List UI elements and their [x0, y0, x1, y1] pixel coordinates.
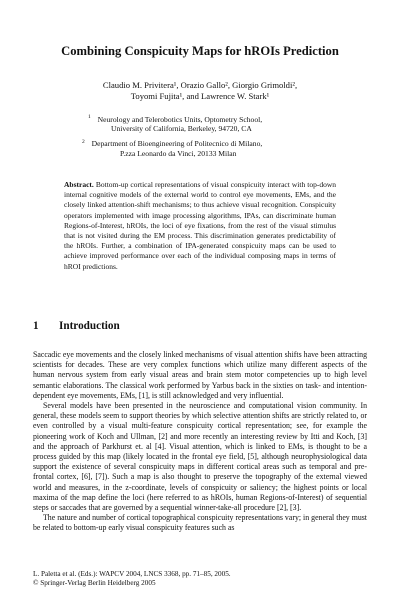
copyright-footer — [33, 570, 231, 588]
body-text — [33, 350, 367, 534]
affiliation-1-line-2: University of California, Berkeley, 94720, CA — [111, 124, 252, 134]
paragraph-2: Several models have been presented in the neuroscience and computational vision community. In general, these models seem to support theories by which selective attention shifts are strictly related to, or even controlled by a visual multi-feature conspicuity cortical representation; see, for example the pioneering work of Koch and Ullman, [2] and more recently an interesting review by Itti and Koch, [3] and the approach of Parkhurst et. al [4]. Visual attention, which is linked to EMs, is thought to be a process guided by this map (likely located in the frontal eye field, [5], although neurophysiological data support the existence of several conspicuity maps in different cortical areas such as temporal and pre-frontal cortex, [6], [7]). Such a map is also thought to preserve the topography of the external viewed world and measures, in the z-coordinate, levels of conspicuity or saliency; the highest points or local maxima of the map define the loci (here referred to as hROIs, human Regions-of-Interest) of sequential steps or saccades that are governed by a sequential winner-take-all procedure [2], [3]. — [33, 401, 367, 513]
abstract-text: Bottom-up cortical representations of visual conspicuity interact with top-down internal cognitive models of the external world to control eye movements, EMs, and the closely linked attention-shift mechanisms; to thus achieve visual recognition. Conspicuity operators implemented with image processing algorithms, IPAs, can discriminate human Regions-of-Interest, hROIs, the loci of eye fixations, from the rest of the visual stimulus that is not visited during the EM process. This discrimination generates predictability of the hROIs. Further, a combination of IPA-generated conspicuity maps can be used to achieve improved performance over each of the individual composing maps in terms of hROI predictions. — [64, 180, 336, 271]
abstract-label: Abstract. — [64, 180, 94, 189]
paragraph-1: Saccadic eye movements and the closely linked mechanisms of visual attention shifts have been attracting scientists for decades. These are very complex functions which utilize many different aspects of the human nervous system from early visual areas and brain stem motor competencies up to high level semantic elaborations. The classical work performed by Yarbus back in the sixties on task- and intention-dependent eye movements, EMs, [1], is still acknowledged and very influential. — [33, 350, 367, 400]
author-list — [20, 80, 380, 102]
section-number: 1 — [33, 320, 39, 332]
affiliations — [20, 113, 380, 158]
footer-copyright: © Springer-Verlag Berlin Heidelberg 2005 — [33, 579, 156, 588]
affiliation-1-line-1: Neurology and Telerobotics Units, Optometry School, — [97, 114, 263, 124]
abstract — [64, 180, 336, 272]
footer-citation: L. Paletta et al. (Eds.): WAPCV 2004, LNCS 3368, pp. 71–85, 2005. — [33, 570, 231, 578]
affiliation-2-mark: 2 — [82, 138, 85, 145]
authors-line-1: Claudio M. Privitera¹, Orazio Gallo², Giorgio Grimoldi², — [102, 80, 298, 90]
affiliation-1-mark: 1 — [88, 114, 91, 120]
affiliation-1 — [20, 113, 380, 134]
authors-line-2: Toyomi Fujita¹, and Lawrence W. Stark¹ — [130, 91, 270, 101]
affiliation-2-line-2: P.zza Leonardo da Vinci, 20133 Milan — [120, 148, 237, 158]
section-heading — [33, 320, 120, 332]
affiliation-2-line-1: Department of Bioengineering of Politecnico di Milano, — [91, 139, 263, 149]
paper-title: Combining Conspicuity Maps for hROIs Prediction — [61, 44, 339, 58]
section-title: Introduction — [59, 320, 120, 332]
paragraph-3: The nature and number of cortical topographical conspicuity representations vary; in general they must be related to bottom-up early visual conspicuity features such as — [33, 513, 367, 533]
affiliation-2 — [20, 138, 380, 159]
